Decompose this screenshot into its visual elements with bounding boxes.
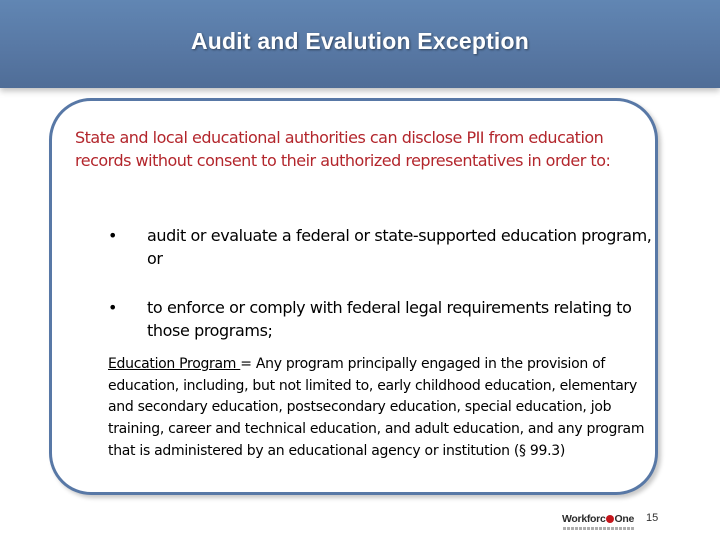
logo-wordmark [562,513,634,525]
definition-term: Education Program [108,356,241,372]
bullet-text-enforce: to enforce or comply with federal legal requirements relating to those programs; [147,298,632,340]
logo-mark-icon [606,515,614,523]
page-number: 15 [646,512,659,524]
bullet-marker: • [108,298,118,317]
logo-tagline-graphic [563,527,635,530]
title-bar [0,0,720,88]
bullet-marker: • [108,226,118,245]
intro-text: State and local educational authorities can disclose PII from education records without consent to their authorized representatives in order to: [75,128,611,170]
logo-text-start: Workforc [562,513,606,525]
bullet-text-audit: audit or evaluate a federal or state-supported education program, or [147,226,652,268]
workforceone-logo [562,513,636,537]
definition-body: = Any program principally engaged in the provision of education, including, but not limited to, early childhood education, elementary and secondary education, postsecondary education, special education, job training, career and technical education, and adult education, and any program that is administered by an educational agency or institution (§ 99.3) [108,356,645,459]
logo-text-end: One [614,513,635,525]
education-program-definition [108,354,653,463]
slide-title: Audit and Evalution Exception [190,28,530,54]
